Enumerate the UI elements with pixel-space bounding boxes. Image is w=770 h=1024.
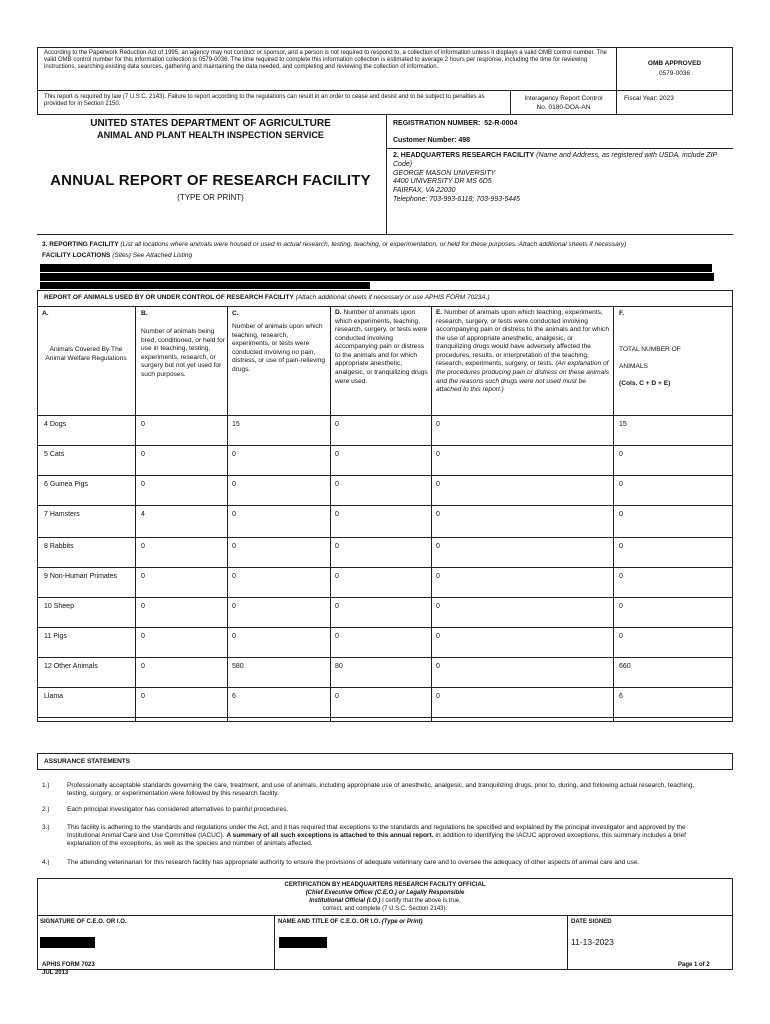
headquarters-instruction: (Name and Address, as registered with USDA, include ZIP Code) bbox=[393, 152, 717, 168]
assurance-title: ASSURANCE STATEMENTS bbox=[44, 758, 131, 765]
reporting-facility bbox=[42, 241, 732, 249]
col-e-value: 0 bbox=[436, 543, 440, 550]
name-title-redacted bbox=[279, 937, 327, 948]
omb-approved-label: OMB APPROVED bbox=[647, 60, 702, 67]
col-c-value: 0 bbox=[232, 481, 236, 488]
assurance-item-3-text bbox=[67, 824, 717, 848]
facility-locations bbox=[42, 252, 192, 260]
col-e-letter: E. bbox=[436, 309, 443, 316]
table-header-line bbox=[37, 415, 733, 416]
headquarters-name: GEORGE MASON UNIVERSITY bbox=[393, 169, 496, 177]
assurance-item-3-num: 3.) bbox=[42, 824, 50, 831]
col-b-value: 0 bbox=[141, 421, 145, 428]
col-a-letter: A. bbox=[42, 310, 49, 317]
col-f-value: 0 bbox=[619, 481, 623, 488]
customer-label: Customer Number: bbox=[393, 137, 457, 144]
col-c-value: 0 bbox=[232, 543, 236, 550]
registration-divider bbox=[386, 115, 387, 234]
redacted-location-1 bbox=[40, 264, 712, 272]
col-e-italic: (An explanation of the procedures producing pain or distress on these animals and the reasons such drugs were not used must be attached to this report.) bbox=[436, 360, 610, 394]
table-row-divider bbox=[37, 567, 733, 568]
col-c-value: 0 bbox=[232, 573, 236, 580]
col-c-value: 0 bbox=[232, 603, 236, 610]
animal: Llama bbox=[44, 693, 64, 700]
col-f-value: 0 bbox=[619, 451, 623, 458]
assurance-title-box bbox=[37, 753, 733, 770]
omb-box bbox=[616, 47, 733, 91]
animals-table-title bbox=[44, 294, 490, 302]
assurance-item-1-num: 1.) bbox=[42, 782, 50, 789]
col-c-value: 0 bbox=[232, 511, 236, 518]
table-row-divider bbox=[37, 475, 733, 476]
reporting-label: 3. REPORTING FACILITY bbox=[42, 241, 119, 248]
table-title-line bbox=[37, 306, 733, 307]
headquarters-block bbox=[393, 152, 728, 205]
animal: 5 Cats bbox=[44, 451, 65, 458]
cert-divider-2 bbox=[567, 915, 568, 970]
redacted-location-3 bbox=[40, 282, 370, 289]
certification-subtitle2 bbox=[37, 898, 733, 905]
col-f-value: 660 bbox=[619, 663, 631, 670]
date-signed-value: 11-13-2023 bbox=[571, 937, 614, 947]
cert-divider-1 bbox=[274, 915, 275, 970]
assurance-item-4-num: 4.) bbox=[42, 859, 50, 866]
paperwork-notice: According to the Paperwork Reduction Act of 1995, an agency may not conduct or sponsor, and a person is not required to respond to, a collection of information unless it displays a valid OMB control number. The valid OMB control number for this information collection is 0579-0036. The time required to complete this information collection is estimated to average 2 hours per response, including the time for reviewing instructions, searching existing data sources, gathering and maintaining the data needed, and completing and reviewing the collection of information. bbox=[44, 50, 607, 71]
report-title: ANNUAL REPORT OF RESEARCH FACILITY bbox=[50, 172, 371, 189]
col-b-value: 0 bbox=[141, 693, 145, 700]
col-line-e bbox=[431, 306, 432, 722]
table-row-divider bbox=[37, 717, 733, 718]
law-notice: This report is required by law (7 U.S.C. 2143). Failure to report according to the regulations can result in an order to cease and desist and to be subject to penalties as provided for in Section 2150. bbox=[44, 94, 485, 108]
col-d-value: 0 bbox=[335, 421, 339, 428]
col-b-value: 0 bbox=[141, 633, 145, 640]
signature-label: SIGNATURE OF C.E.O. OR I.O. bbox=[40, 919, 127, 925]
table-row-divider bbox=[37, 657, 733, 658]
col-e-value: 0 bbox=[436, 481, 440, 488]
omb-number: 0579-0036 bbox=[658, 70, 691, 77]
animal: 10 Sheep bbox=[44, 603, 74, 610]
col-c-value: 0 bbox=[232, 451, 236, 458]
col-c-letter: C. bbox=[232, 310, 239, 317]
customer-number bbox=[393, 137, 470, 146]
interagency-label: Interagency Report Control bbox=[524, 95, 603, 102]
animal: 4 Dogs bbox=[44, 421, 67, 428]
col-f-value: 0 bbox=[619, 633, 623, 640]
col-e-text: Number of animals upon which teaching, experiments, research, surgery, or tests were conducted involving accompanying pain or distress to the animals and for which the use of appropriate anesthetic, analgesic, or tranquilizing drugs would have adversely affected the procedures, results, or interpretation of the teaching, research, experiments, surgery, or tests. bbox=[436, 309, 609, 368]
col-e-value: 0 bbox=[436, 603, 440, 610]
col-f-value: 0 bbox=[619, 603, 623, 610]
section2-bottom-line bbox=[37, 234, 733, 235]
col-f-line2: ANIMALS bbox=[619, 363, 648, 370]
locations-value: See Attached Listing bbox=[132, 252, 193, 259]
col-b-value: 0 bbox=[141, 603, 145, 610]
col-e-header bbox=[436, 309, 610, 395]
col-d-value: 0 bbox=[335, 603, 339, 610]
col-b-value: 0 bbox=[141, 663, 145, 670]
type-or-print: (TYPE OR PRINT) bbox=[177, 193, 244, 202]
animal: 9 Non-Human Primates bbox=[44, 573, 118, 580]
col-d-value: 80 bbox=[335, 663, 343, 670]
name-title-label-text: NAME AND TITLE OF C.E.O. OR I.O. bbox=[278, 919, 381, 925]
agency-name-line2: ANIMAL AND PLANT HEALTH INSPECTION SERVICE bbox=[97, 130, 324, 140]
headquarters-address1: 4400 UNIVERSITY DR MS 6D5 bbox=[393, 178, 492, 186]
registration-value: 52-R-0004 bbox=[484, 120, 518, 127]
table-row-divider bbox=[37, 627, 733, 628]
col-c-value: 580 bbox=[232, 663, 244, 670]
col-f-letter: F. bbox=[619, 310, 625, 317]
date-signed-label: DATE SIGNED bbox=[571, 919, 612, 925]
col-line-d bbox=[330, 306, 331, 722]
col-e-value: 0 bbox=[436, 511, 440, 518]
col-f-value: 6 bbox=[619, 693, 623, 700]
page-number: Page 1 of 2 bbox=[678, 962, 710, 968]
form-number: APHIS FORM 7023 bbox=[42, 962, 95, 968]
table-row-divider bbox=[37, 445, 733, 446]
assurance-item-4-text: The attending veterinarian for this research facility has appropriate authority to ensure the provisions of adequate veterinary care and to oversee the adequacy of other aspects of animal care and use. bbox=[67, 859, 640, 866]
interagency-number: No. 0180-DOA-AN bbox=[536, 104, 591, 111]
col-e-value: 0 bbox=[436, 663, 440, 670]
col-f-value: 0 bbox=[619, 511, 623, 518]
col-f-value: 15 bbox=[619, 421, 627, 428]
table-row-divider bbox=[37, 597, 733, 598]
certification-subtitle3: correct, and complete (7 U.S.C. Section 2143). bbox=[322, 906, 448, 912]
certification-title: CERTIFICATION BY HEADQUARTERS RESEARCH FACILITY OFFICIAL bbox=[284, 882, 486, 888]
animal: 8 Rabbits bbox=[44, 543, 74, 550]
col-d-value: 0 bbox=[335, 633, 339, 640]
col-f-value: 0 bbox=[619, 543, 623, 550]
animal: 11 Pigs bbox=[44, 633, 67, 640]
col-a-text: Animals Covered By The Animal Welfare Regulations bbox=[45, 346, 127, 362]
col-b-value: 0 bbox=[141, 481, 145, 488]
col-b-letter: B. bbox=[141, 310, 148, 317]
table-row-divider bbox=[37, 505, 733, 506]
certification-io: Institutional Official (I.O.) bbox=[309, 898, 381, 904]
assurance-item-3-part1: This facility is adhering to the standards and regulations under the Act, and it has required that exceptions to the standards and regulations be specified and explained by the principal investigator and approved by the Institutional Animal Care and Use Committee (IACUC). bbox=[67, 824, 686, 840]
animal: 12 Other Animals bbox=[44, 663, 98, 670]
assurance-item-3-part2: In addition to identifying the IACUC approved exceptions, this summary includes a brief explanation of the exceptions, as well as the species and number of animals affected. bbox=[67, 832, 686, 848]
headquarters-telephone: Telephone: 703-993-6118; 703-993-5445 bbox=[393, 195, 520, 203]
col-f-value: 0 bbox=[619, 573, 623, 580]
assurance-item-3-bold: A summary of all such exceptions is attached to this annual report. bbox=[226, 832, 434, 840]
col-d-value: 0 bbox=[335, 543, 339, 550]
animals-table-title-text: REPORT OF ANIMALS USED BY OR UNDER CONTROL OF RESEARCH FACILITY bbox=[44, 294, 294, 301]
table-row-divider bbox=[37, 537, 733, 538]
assurance-item-2-num: 2.) bbox=[42, 806, 50, 813]
registration-label: REGISTRATION NUMBER: bbox=[393, 120, 481, 127]
fiscal-year: Fiscal Year: 2023 bbox=[624, 95, 674, 102]
animal: 7 Hamsters bbox=[44, 511, 80, 518]
col-line-f bbox=[613, 306, 614, 722]
certification-certify: I certify that the above is true, bbox=[382, 898, 461, 904]
col-d-value: 0 bbox=[335, 481, 339, 488]
col-b-text: Number of animals being bred, conditioned, or held for use in teaching, testing, experiments, research, or surgery but not yet used for such purposes. bbox=[141, 328, 225, 378]
animals-table-title-note: (Attach additional sheets if necessary or use APHIS FORM 7023A.) bbox=[295, 294, 490, 301]
name-title-label bbox=[278, 919, 423, 926]
table-row-divider bbox=[37, 687, 733, 688]
col-f-line1: TOTAL NUMBER OF bbox=[619, 346, 681, 353]
col-b-value: 0 bbox=[141, 573, 145, 580]
locations-sites: (Sites) bbox=[112, 252, 131, 259]
col-line-b bbox=[135, 306, 136, 722]
col-e-value: 0 bbox=[436, 693, 440, 700]
locations-label: FACILITY LOCATIONS bbox=[42, 252, 111, 259]
agency-name-line1: UNITED STATES DEPARTMENT OF AGRICULTURE bbox=[90, 118, 331, 129]
col-c-text: Number of animals upon which teaching, research, experiments, or tests were conducted involving no pain, distress, or use of pain-relieving drugs. bbox=[232, 323, 326, 373]
name-title-note: (Type or Print) bbox=[381, 919, 423, 925]
col-d-value: 0 bbox=[335, 451, 339, 458]
assurance-item-2-text: Each principal investigator has considered alternatives to painful procedures. bbox=[67, 806, 289, 813]
col-e-value: 0 bbox=[436, 573, 440, 580]
col-b-value: 4 bbox=[141, 511, 145, 518]
col-d-value: 0 bbox=[335, 511, 339, 518]
redacted-location-2 bbox=[40, 273, 714, 281]
headquarters-label: 2. HEADQUARTERS RESEARCH FACILITY bbox=[393, 152, 535, 159]
col-d-header bbox=[335, 309, 429, 386]
col-e-value: 0 bbox=[436, 451, 440, 458]
certification-subtitle1: (Chief Executive Officer (C.E.O.) or Legally Responsible bbox=[305, 890, 465, 896]
col-d-letter: D. bbox=[335, 309, 342, 316]
col-line-c bbox=[227, 306, 228, 722]
animal: 6 Guinea Pigs bbox=[44, 481, 88, 488]
headquarters-address2: FAIRFAX, VA 22030 bbox=[393, 187, 456, 194]
reporting-instruction: (List all locations where animals were housed or used in actual research, testing, teaching, or experimentation, or held for these purposes. Attach additional sheets if necessary) bbox=[120, 241, 627, 248]
col-d-value: 0 bbox=[335, 573, 339, 580]
form-date: JUL 2013 bbox=[42, 970, 69, 976]
col-e-value: 0 bbox=[436, 421, 440, 428]
registration-number bbox=[393, 120, 517, 129]
col-b-value: 0 bbox=[141, 543, 145, 550]
certification-fields-line bbox=[37, 915, 733, 916]
col-b-value: 0 bbox=[141, 451, 145, 458]
col-d-value: 0 bbox=[335, 693, 339, 700]
signature-redacted bbox=[40, 937, 95, 948]
col-c-value: 15 bbox=[232, 421, 240, 428]
col-d-text: Number of animals upon which experiments, teaching, research, surgery, or tests were conducted involving accompanying pain or distress to the animals and for which appropriate anesthetic, analgesic, or tranquilizing drugs were used. bbox=[335, 309, 428, 385]
col-c-value: 0 bbox=[232, 633, 236, 640]
col-e-value: 0 bbox=[436, 633, 440, 640]
registration-bottom-line bbox=[386, 148, 733, 149]
col-f-formula: (Cols. C + D + E) bbox=[619, 380, 671, 387]
col-c-value: 6 bbox=[232, 693, 236, 700]
customer-value: 498 bbox=[458, 137, 471, 144]
assurance-item-1-text: Professionally acceptable standards governing the care, treatment, and use of animals, including appropriate use of anesthetic, analgesic, and tranquilizing drugs, prior to, during, and following actual research, teaching, testing, surgery, or experimentation were followed by this research facility. bbox=[67, 782, 695, 798]
